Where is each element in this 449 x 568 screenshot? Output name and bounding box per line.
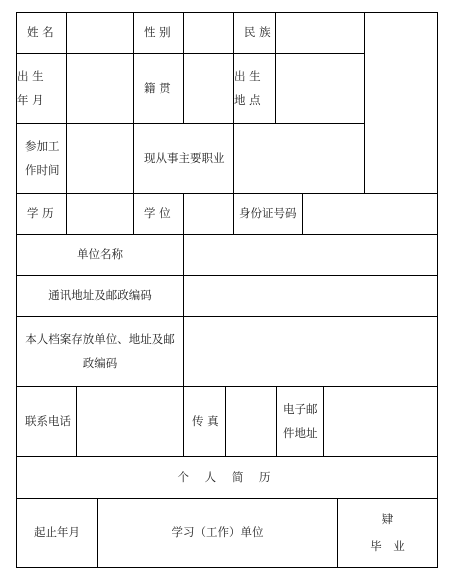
current-job-field[interactable]: [233, 123, 365, 194]
native-place-field[interactable]: [183, 53, 234, 124]
id-number-label: 身份证号码: [233, 193, 303, 235]
degree-label: 学 位: [133, 193, 184, 235]
current-job-label: 现从事主要职业: [133, 123, 234, 194]
birth-date-field[interactable]: [66, 53, 134, 124]
birth-place-label: 出 生 地 点: [233, 53, 276, 124]
archive-field[interactable]: [183, 316, 438, 387]
education-label: 学 历: [16, 193, 67, 235]
name-field[interactable]: [66, 12, 134, 54]
ethnicity-field[interactable]: [275, 12, 365, 54]
email-label: 电子邮 件地址: [276, 386, 324, 457]
id-number-field[interactable]: [302, 193, 438, 235]
education-field[interactable]: [66, 193, 134, 235]
birth-date-label: 出 生 年 月: [16, 53, 67, 124]
gender-label: 性 别: [133, 12, 184, 54]
ethnicity-label: 民 族: [233, 12, 276, 54]
fax-field[interactable]: [225, 386, 277, 457]
mailing-address-label: 通讯地址及邮政编码: [16, 275, 184, 317]
resume-period-header: 起止年月: [16, 498, 98, 568]
phone-label: 联系电话: [16, 386, 77, 457]
degree-field[interactable]: [183, 193, 234, 235]
name-label: 姓 名: [16, 12, 67, 54]
email-field[interactable]: [323, 386, 438, 457]
employer-field[interactable]: [183, 234, 438, 276]
employer-label: 单位名称: [16, 234, 184, 276]
resume-unit-header: 学习（工作）单位: [97, 498, 338, 568]
archive-label: 本人档案存放单位、地址及邮 政编码: [16, 316, 184, 387]
phone-field[interactable]: [76, 386, 184, 457]
native-place-label: 籍 贯: [133, 53, 184, 124]
resume-header: 个 人 简 历: [16, 456, 438, 499]
gender-field[interactable]: [183, 12, 234, 54]
mailing-address-field[interactable]: [183, 275, 438, 317]
fax-label: 传 真: [183, 386, 226, 457]
photo-box[interactable]: [364, 12, 438, 194]
resume-graduation-header: 肄 毕 业: [337, 498, 438, 568]
birth-place-field[interactable]: [275, 53, 365, 124]
work-start-label: 参加工 作时间: [16, 123, 67, 194]
work-start-field[interactable]: [66, 123, 134, 194]
